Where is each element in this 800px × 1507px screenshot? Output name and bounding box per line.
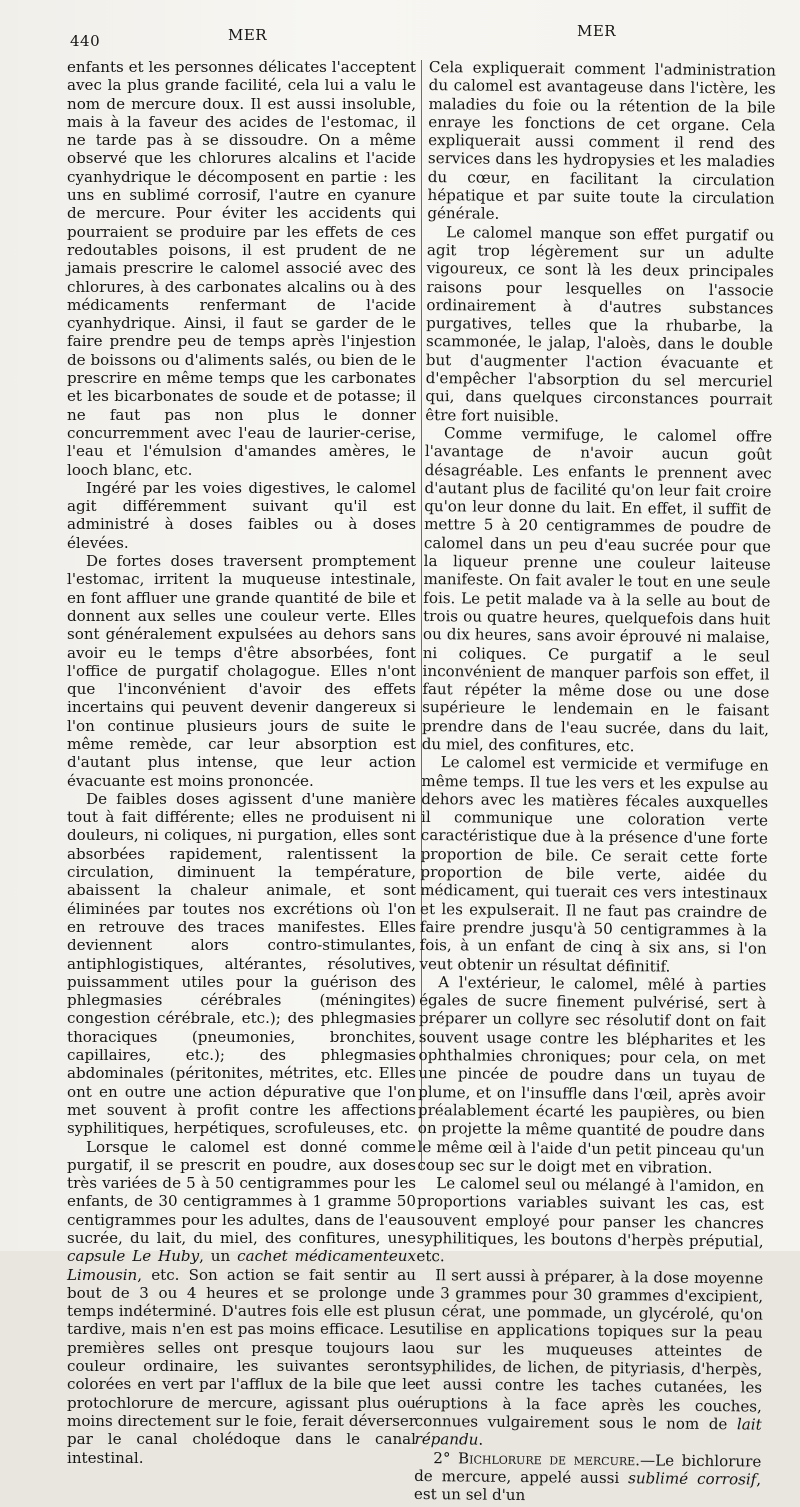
- running-title-right: MER: [577, 22, 617, 40]
- page-number: 440: [70, 32, 101, 50]
- italic-run: lait répandu: [414, 1415, 762, 1449]
- italic-run: cachet médicamenteux Limousin: [67, 1247, 417, 1284]
- paragraph: De fortes doses traversent promptement l'estomac, irritent la muqueuse intestinale, en font affluer une grande quantité de bile et donnent aux selles une couleur verte. Elles sont généralement expulsées au dehors sans avoir eu le temps d'être absorbées, font l'office de purgatif cholagogue. Elles n'ont que l'inconvénient d'avoir des effets incertains qui peuvent devenir dangereux si l'on continue plusieurs jours de suite le même remède, car leur absorption est d'autant plus intense, que leur action évacuante est moins prononcée.: [67, 552, 416, 790]
- text-run: , un: [199, 1247, 238, 1266]
- paragraph: Comme vermifuge, le calomel offre l'avantage de n'avoir aucun goût désagréable. Les enfants le prennent avec d'autant plus de facilité qu'on leur fait croire qu'on leur donne du lait. En effet, il suffit de mettre 5 à 20 centigrammes de poudre de calomel dans un peu d'eau sucrée pour que la liqueur prenne une couleur laiteuse manifeste. On fait avaler le tout en une seule fois. Le petit malade va à la selle au bout de trois ou quatre heures, quelquefois dans huit ou dix heures, sans avoir éprouvé ni malaise, ni coliques. Ce purgatif a le seul inconvénient de manquer parfois son effet, il faut répéter la même dose ou une dose supérieure le lendemain en le faisant prendre dans de l'eau sucrée, dans du lait, du miel, des confitures, etc.: [421, 424, 773, 756]
- italic-run: sublimé corrosif: [628, 1469, 757, 1489]
- paragraph: [67, 1138, 416, 1467]
- left-column: [67, 58, 417, 1467]
- paragraph: enfants et les personnes délicates l'acceptent avec la plus grande facilité, cela lui a valu le nom de mercure doux. Il est aussi insoluble, mais à la faveur des acides de l'estomac, il ne tarde pas à se dissoudre. On a même observé que les chlorures alcalins et l'acide cyanhydrique le décomposent en partie : les uns en sublimé corrosif, l'autre en cyanure de mercure. Pour éviter les accidents qui pourraient se produire par les effets de ces redoutables poisons, il est prudent de ne jamais prescrire le calomel associé avec des chlorures, à des carbonates alcalins ou à des médicaments renfermant de l'acide cyanhydrique. Ainsi, il faut se garder de le faire prendre peu de temps après l'injestion de boissons ou d'aliments salés, ou bien de le prescrire en même temps que les carbonates et les bicarbonates de soude et de potasse; il ne faut pas non plus le donner concurremment avec l'eau de laurier-cerise, l'eau et l'émulsion d'amandes amères, le looch blanc, etc.: [67, 58, 416, 479]
- paragraph: [414, 1448, 762, 1507]
- paragraph: Le calomel est vermicide et vermifuge en même temps. Il tue les vers et les expulse au dehors avec les matières fécales auxquelles il communique une coloration verte caractéristique due à la présence d'une forte proportion de bile. Ce serait cette forte proportion de bile verte, aidée du médicament, qui tuerait ces vers intestinaux et les expulserait. Il ne faut pas craindre de faire prendre jusqu'à 50 centigrammes à la fois, à un enfant de cinq à six ans, si l'on veut obtenir un résultat définitif.: [419, 753, 769, 976]
- italic-run: capsule Le Huby: [67, 1247, 200, 1266]
- paragraph: Le calomel seul ou mélangé à l'amidon, en proportions variables suivant les cas, est souvent employé pour panser les chancres syphilitiques, les boutons d'herpès préputial, etc.: [416, 1174, 765, 1266]
- page-header: [0, 22, 800, 52]
- right-column: [413, 58, 776, 1505]
- text-run: .: [478, 1430, 484, 1449]
- text-run: Lorsque le calomel est donné comme purgatif, il se prescrit en poudre, aux doses très variées de 5 à 50 centigrammes pour les enfants, de 30 centigrammes à 1 gramme 50 centigrammes pour les adultes, dans de l'eau sucrée, du lait, du miel, des confitures, une: [67, 1137, 416, 1247]
- paragraph: Le calomel manque son effet purgatif ou agit trop légèrement sur un adulte vigoureux, ce sont là les deux principales raisons pour lesquelles on l'associe ordinairement à d'autres substances purgatives, telles que la rhubarbe, la scammonée, le jalap, l'aloès, dans le double but d'augmenter l'action évacuante et d'empêcher l'absorption du sel mercuriel qui, dans quelques circonstances pourrait être fort nuisible.: [425, 222, 775, 426]
- section-heading: 2° Bichlorure de mercure.: [433, 1448, 641, 1469]
- text-run: , est un sel d'un: [413, 1470, 762, 1505]
- paragraph: [414, 1266, 763, 1453]
- paragraph: Ingéré par les voies digestives, le calomel agit différemment suivant qu'il est administré à doses faibles ou à doses élevées.: [67, 478, 416, 552]
- paragraph: A l'extérieur, le calomel, mêlé à parties égales de sucre finement pulvérisé, sert à préparer un collyre sec résolutif dont on fait souvent usage contre les blépharites et les ophthalmies chroniques; pour cela, on met une pincée de poudre dans un tuyau de plume, et on l'insuffle dans l'œil, après avoir préalablement écarté les paupières, ou bien on projette la même quantité de poudre dans le même œil à l'aide d'un petit pinceau qu'un coup sec sur le doigt met en vibration.: [417, 972, 767, 1177]
- running-title-left: MER: [228, 26, 268, 44]
- text-run: , etc. Son action se fait sentir au bout de 3 ou 4 heures et se prolonge un temps indéterminé. D'autres fois elle est plus tardive, mais n'en est pas moins efficace. Les premières selles ont presque toujours la couleur ordinaire, les suivantes seront colorées en vert par l'afflux de la bile que le protochlorure de mercure, agissant plus ou moins directement sur le foie, ferait déverser par le canal cholédoque dans le canal intestinal.: [67, 1265, 416, 1467]
- text-run: Il sert aussi à préparer, à la dose moyenne de 3 grammes pour 30 grammes d'excipient, un cérat, une pommade, un glycérolé, qu'on utilise en applications topiques sur la peau ou sur les muqueuses atteintes de syphilides, de lichen, de pityriasis, d'herpès, et aussi contre les taches cutanées, les éruptions à la face après les couches, connues vulgairement sous le nom de: [414, 1265, 764, 1434]
- paragraph: De faibles doses agissent d'une manière tout à fait différente; elles ne produisent ni douleurs, ni coliques, ni purgation, elles sont absorbées rapidement, ralentissent la circulation, diminuent la température, abaissent la chaleur animale, et sont éliminées par toutes nos excrétions où l'on en retrouve des traces manifestes. Elles deviennent alors contro-stimulantes, antiphlogistiques, altérantes, résolutives, puissamment utiles pour la guérison des phlegmasies cérébrales (méningites) congestion cérébrale, etc.); des phlegmasies thoraciques (pneumonies, bronchites, capillaires, etc.); des phlegmasies abdominales (péritonites, métrites, etc. Elles ont en outre une action dépurative que l'on met souvent à profit contre les affections syphilitiques, herpétiques, scrofuleuses, etc.: [67, 789, 416, 1138]
- text-run: —Le bichlorure de mercure, appelé aussi: [414, 1450, 762, 1488]
- paragraph: Cela expliquerait comment l'administration du calomel est avantageuse dans l'ictère, les maladies du foie ou la rétention de la bile enraye les fonctions de cet organe. Cela expliquerait aussi comment il rend des services dans les hydropysies et les maladies du cœur, en facilitant la circulation hépatique et par suite toute la circulation générale.: [427, 58, 776, 224]
